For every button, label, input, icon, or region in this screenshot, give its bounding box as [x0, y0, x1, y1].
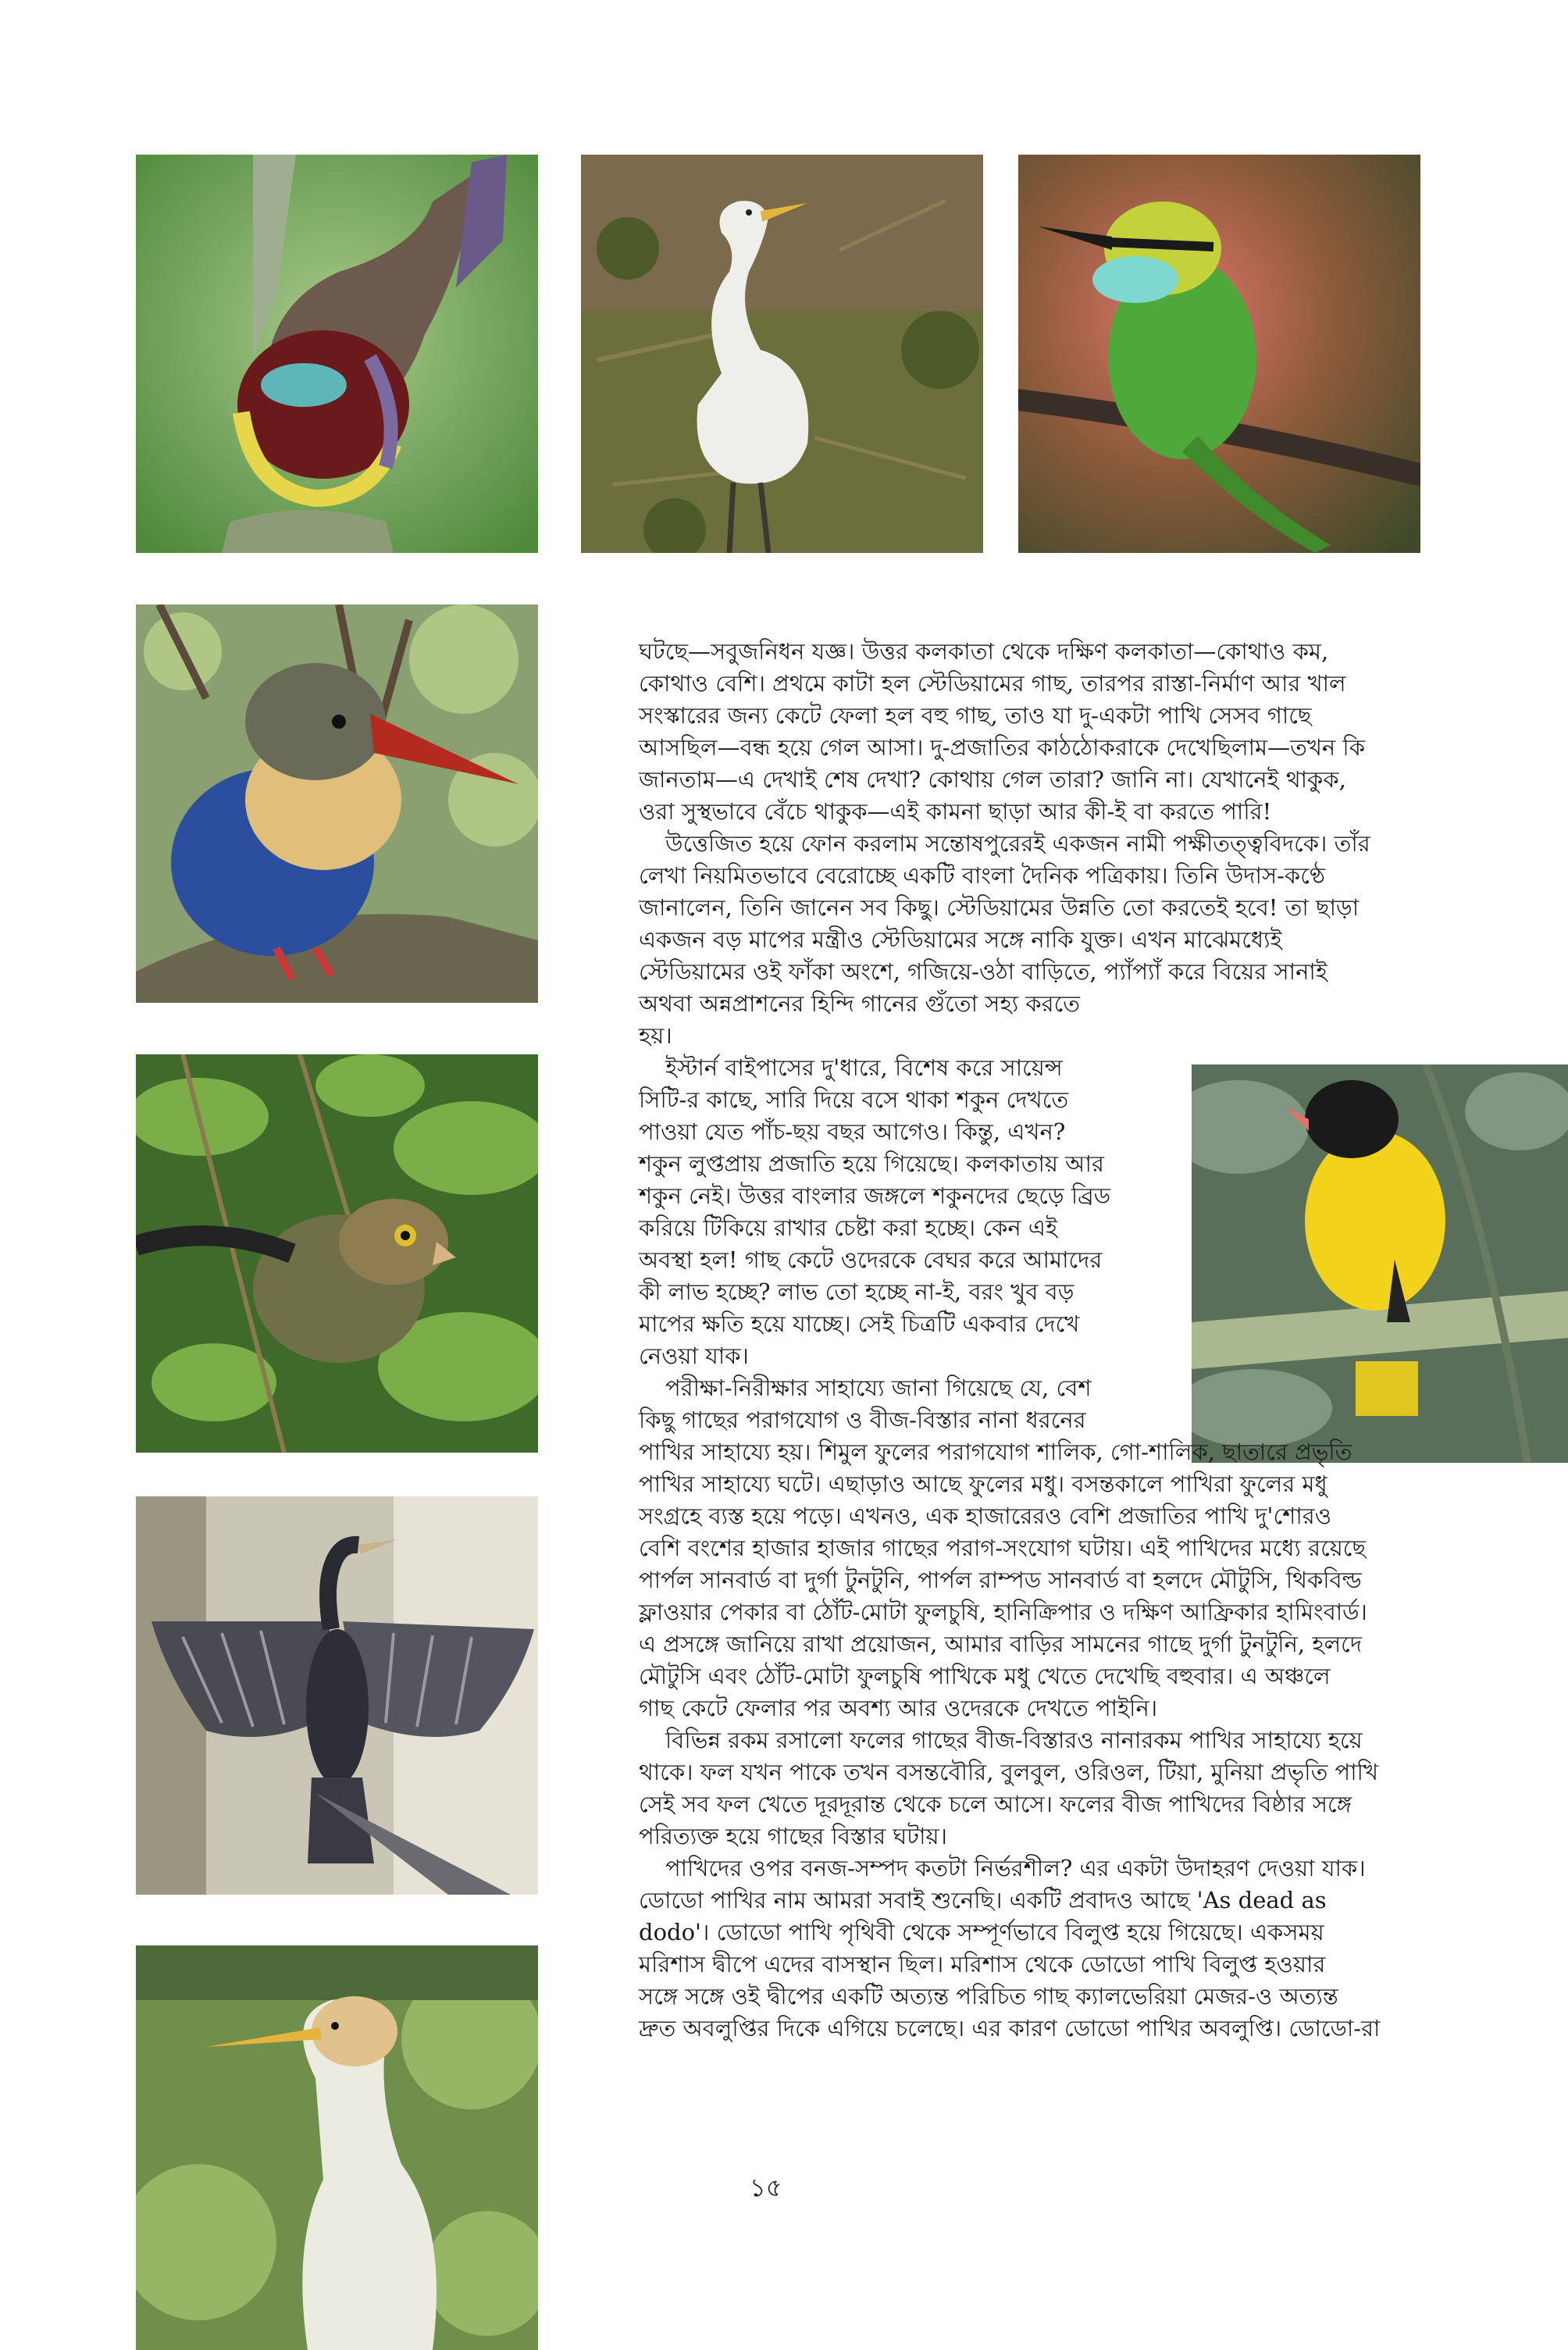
text-line: মাপের ক্ষতি হয়ে যাচ্ছে। সেই চিত্রটি একবার দেখে: [639, 1311, 1080, 1337]
text-line: অথবা অন্নপ্রাশনের হিন্দি গানের গুঁতো সহ্য করতে: [639, 990, 1080, 1017]
text-line: থাকে। ফল যখন পাকে তখন বসন্তবৌরি, বুলবুল, ওরিওল, টিয়া, মুনিয়া প্রভৃতি পাখি: [639, 1759, 1378, 1785]
text-line: শকুন লুপ্তপ্রায় প্রজাতি হয়ে গিয়েছে। কলকাতায় আর: [639, 1150, 1104, 1177]
text-line: ডোডো পাখির নাম আমরা সবাই শুনেছি। একটি প্রবাদও আছে 'As dead as: [639, 1887, 1327, 1913]
text-line: অবস্থা হল! গাছ কেটে ওদেরকে বেঘর করে আমাদের: [639, 1246, 1103, 1273]
text-line: লেখা নিয়মিতভাবে বেরোচ্ছে একটি বাংলা দৈনিক পত্রিকায়। তিনি উদাস-কণ্ঠে: [639, 862, 1325, 889]
text-line: উত্তেজিত হয়ে ফোন করলাম সন্তোষপুরেরই একজন নামী পক্ষীতত্ত্ববিদকে। তাঁর: [665, 830, 1370, 857]
text-line: বেশি বংশের হাজার হাজার গাছের পরাগ-সংযোগ ঘটায়। এই পাখিদের মধ্যে রয়েছে: [639, 1535, 1367, 1561]
text-line: পাখিদের ওপর বনজ-সম্পদ কতটা নির্ভরশীল? এর একটা উদাহরণ দেওয়া যাক।: [665, 1855, 1366, 1881]
text-line: নেওয়া যাক।: [639, 1343, 749, 1369]
text-line: সিটি-র কাছে, সারি দিয়ে বসে থাকা শকুন দেখতে: [639, 1086, 1069, 1113]
text-line: জানালেন, তিনি জানেন সব কিছু। স্টেডিয়ামের উন্নতি তো করতেই হবে! তা ছাড়া: [639, 894, 1360, 921]
text-line: এ প্রসঙ্গে জানিয়ে রাখা প্রয়োজন, আমার বাড়ির সামনের গাছে দুর্গা টুনটুনি, হলদে: [639, 1631, 1363, 1657]
text-line: কিছু গাছের পরাগযোগ ও বীজ-বিস্তার নানা ধরনের: [639, 1407, 1086, 1433]
text-line: করিয়ে টিকিয়ে রাখার চেষ্টা করা হচ্ছে। কেন এই: [639, 1214, 1058, 1241]
text-line: সেই সব ফল খেতে দূরদূরান্ত থেকে চলে আসে। ফলের বীজ পাখিদের বিষ্ঠার সঙ্গে: [639, 1791, 1352, 1817]
egret-photo: [581, 155, 983, 553]
text-line: সঙ্গে সঙ্গে ওই দ্বীপের একটি অত্যন্ত পরিচিত গাছ ক্যালভেরিয়া মেজর-ও অত্যন্ত: [639, 1983, 1338, 2009]
text-line: পার্পল সানবার্ড বা দুর্গা টুনটুনি, পার্পল রাম্পড সানবার্ড বা হলদে মৌটুসি, থিকবিল্ড: [639, 1567, 1362, 1593]
text-line: পরীক্ষা-নিরীক্ষার সাহায্যে জানা গিয়েছে যে, বেশ: [665, 1375, 1092, 1401]
text-line: গাছ কেটে ফেলার পর অবশ্য আর ওদেরকে দেখতে পাইনি।: [639, 1695, 1158, 1721]
text-line: একজন বড় মাপের মন্ত্রীও স্টেডিয়ামের সঙ্গে নাকি যুক্ত। এখন মাঝেমধ্যেই: [639, 926, 1282, 953]
article-body: [639, 636, 1380, 2045]
bee-eater-photo: [1018, 155, 1420, 553]
sunbird-photo: [136, 155, 538, 553]
text-line: সংস্কারের জন্য কেটে ফেলা হল বহু গাছ, তাও যা দু-একটা পাখি সেসব গাছে: [639, 702, 1312, 729]
text-line: হয়।: [639, 1022, 672, 1049]
text-line: পাখির সাহায্যে ঘটে। এছাড়াও আছে ফুলের মধু। বসন্তকালে পাখিরা ফুলের মধু: [639, 1471, 1327, 1497]
page-number: ১৫: [750, 2173, 782, 2202]
text-line: শকুন নেই। উত্তর বাংলার জঙ্গলে শকুনদের ছেড়ে ব্রিড: [639, 1182, 1111, 1209]
text-line: সংগ্রহে ব্যস্ত হয়ে পড়ে। এখনও, এক হাজারেরও বেশি প্রজাতির পাখি দু'শোরও: [639, 1503, 1332, 1529]
text-line: dodo'। ডোডো পাখি পৃথিবী থেকে সম্পূর্ণভাবে বিলুপ্ত হয়ে গিয়েছে। একসময়: [639, 1919, 1324, 1945]
barbet-photo: [136, 1054, 538, 1453]
text-line: দ্রুত অবলুপ্তির দিকে এগিয়ে চলেছে। এর কারণ ডোডো পাখির অবলুপ্তি। ডোডো-রা: [639, 2015, 1381, 2042]
text-line: কোথাও বেশি। প্রথমে কাটা হল স্টেডিয়ামের গাছ, তারপর রাস্তা-নির্মাণ আর খাল: [639, 670, 1346, 697]
kingfisher-photo: [136, 604, 538, 1003]
text-line: ফ্লাওয়ার পেকার বা ঠোঁট-মোটা ফুলচুষি, হানিক্রিপার ও দক্ষিণ আফ্রিকার হামিংবার্ড।: [639, 1599, 1367, 1625]
text-line: স্টেডিয়ামের ওই ফাঁকা অংশে, গজিয়ে-ওঠা বাড়িতে, প্যাঁপ্যাঁ করে বিয়ের সানাই: [639, 958, 1327, 985]
text-line: মৌটুসি এবং ঠোঁট-মোটা ফুলচুষি পাখিকে মধু খেতে দেখেছি বহুবার। এ অঞ্চলে: [639, 1663, 1331, 1689]
text-line: আসছিল—বন্ধ হয়ে গেল আসা। দু-প্রজাতির কাঠঠোকরাকে দেখেছিলাম—তখন কি: [639, 734, 1365, 761]
text-line: পাখির সাহায্যে হয়। শিমুল ফুলের পরাগযোগ শালিক, গো-শালিক, ছাতারে প্রভৃতি: [639, 1439, 1352, 1465]
text-line: ওরা সুস্থভাবে বেঁচে থাকুক—এই কামনা ছাড়া আর কী-ই বা করতে পারি!: [639, 798, 1272, 825]
text-line: মরিশাস দ্বীপে এদের বাসস্থান ছিল। মরিশাস থেকে ডোডো পাখি বিলুপ্ত হওয়ার: [639, 1951, 1326, 1977]
text-line: ইস্টার্ন বাইপাসের দু'ধারে, বিশেষ করে সায়েন্স: [665, 1054, 1063, 1081]
cattle-egret-photo: [136, 1945, 538, 2350]
text-line: কী লাভ হচ্ছে? লাভ তো হচ্ছে না-ই, বরং খুব বড়: [639, 1278, 1074, 1305]
text-line: ঘটছে—সবুজনিধন যজ্ঞ। উত্তর কলকাতা থেকে দক্ষিণ কলকাতা—কোথাও কম,: [639, 638, 1329, 665]
text-line: পরিত্যক্ত হয়ে গাছের বিস্তার ঘটায়।: [639, 1823, 947, 1849]
text-line: বিভিন্ন রকম রসালো ফলের গাছের বীজ-বিস্তারও নানারকম পাখির সাহায্যে হয়ে: [665, 1727, 1363, 1753]
darter-photo: [136, 1496, 538, 1895]
text-line: জানতাম—এ দেখাই শেষ দেখা? কোথায় গেল তারা? জানি না। যেখানেই থাকুক,: [639, 766, 1346, 793]
text-line: পাওয়া যেত পাঁচ-ছয় বছর আগেও। কিন্তু, এখন?: [639, 1118, 1066, 1145]
